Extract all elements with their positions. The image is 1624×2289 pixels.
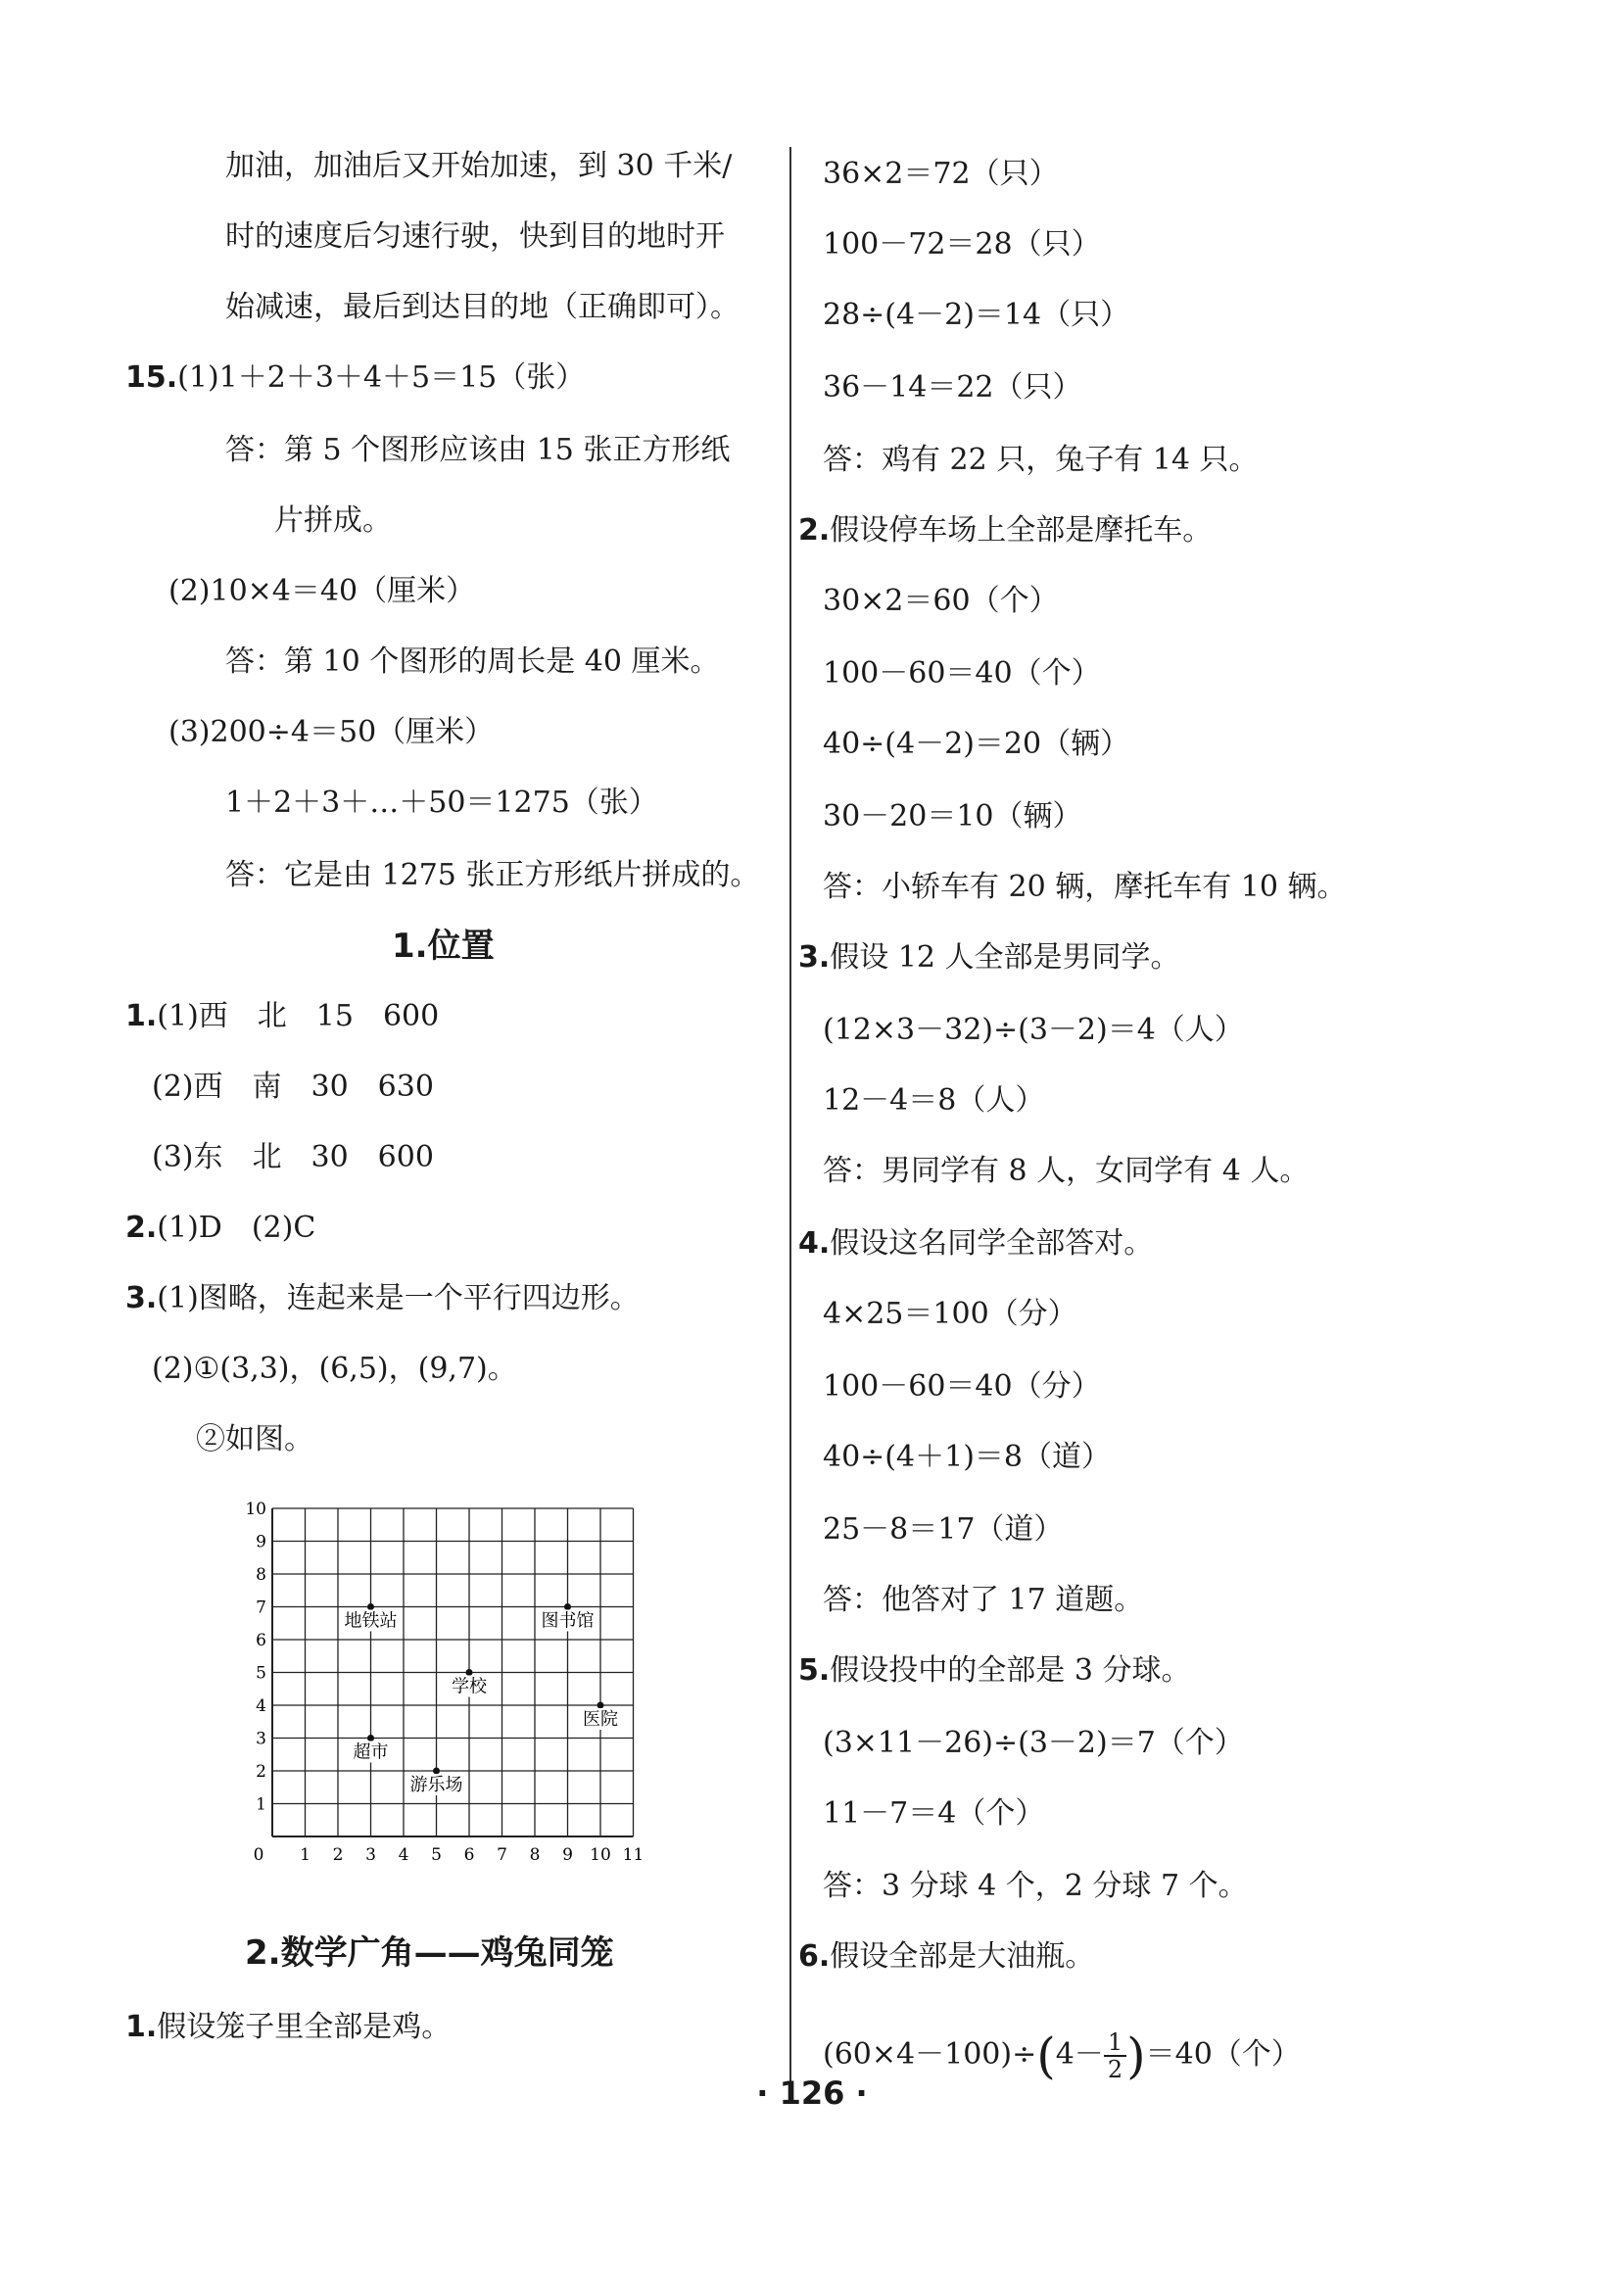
r-line-6: 30×2＝60（个） [823,584,1059,618]
formula-part-c: ＝40（个） [1145,2037,1301,2072]
q15-part-3b: 1＋2＋3＋…＋50＝1275（张） [225,786,658,820]
x-tick-label: 10 [590,1845,611,1865]
x-tick-label: 2 [332,1845,344,1865]
s1q1-1-text: (1)西 北 15 600 [157,999,440,1033]
r-line-16: 40÷(4＋1)＝8（道） [823,1440,1111,1474]
formula-part-a: (60×4－100)÷ [823,2037,1037,2072]
grid-point [564,1603,571,1610]
x-tick-label: 7 [497,1845,507,1865]
r-question-3 [798,938,1180,978]
left-paren: ( [1036,2027,1056,2084]
q15-1-text: (1)1＋2＋3＋4＋5＝15（张） [177,360,586,395]
grid-point [466,1669,473,1676]
fraction-denominator: 2 [1107,2056,1123,2083]
point-label: 医院 [583,1709,618,1730]
question-number: 3. [125,1281,158,1315]
continued-line-3: 始减速，最后到达目的地（正确即可）。 [225,290,740,324]
x-tick-label: 8 [529,1845,541,1865]
question-number: 1. [125,999,158,1033]
point-label: 超市 [353,1741,389,1763]
r-line-9: 30－20＝10（辆） [823,799,1082,834]
question-number: 3. [798,940,831,975]
r-line-3: 28÷(4－2)＝14（只） [823,298,1130,332]
fraction-numerator: 1 [1104,2029,1126,2057]
q15-answer-3: 答：它是由 1275 张正方形纸片拼成的。 [225,858,760,892]
q15-answer-2: 答：第 10 个图形的周长是 40 厘米。 [225,644,720,679]
question-number: 1. [125,2010,158,2044]
s1q1-part-3: (3)东 北 30 600 [152,1140,434,1174]
continued-line-1: 加油，加油后又开始加速，到 30 千米/ [225,149,733,183]
r-line-5: 答：鸡有 22 只，兔子有 14 只。 [823,443,1259,477]
r-line-8: 40÷(4－2)＝20（辆） [823,727,1130,761]
s1q3-part-2: (2)①(3,3)，(6,5)，(9,7)。 [152,1352,517,1386]
formula-part-b: 4－ [1055,2037,1104,2072]
r-question-2 [798,511,1212,550]
question-number: 2. [125,1211,158,1245]
question-number: 2. [798,513,831,548]
r-line-1: 36×2＝72（只） [823,157,1059,191]
x-tick-label: 4 [398,1845,409,1865]
question-number: 15. [125,360,178,395]
r-line-17: 25－8＝17（道） [823,1512,1064,1547]
point-label: 游乐场 [409,1775,463,1795]
s2q1-text: 假设笼子里全部是鸡。 [157,2010,452,2044]
r-line-10: 答：小轿车有 20 辆，摩托车有 10 辆。 [823,870,1347,904]
q15-part-2: (2)10×4＝40（厘米） [168,574,476,608]
column-divider [789,147,791,2086]
q5-text: 假设投中的全部是 3 分球。 [830,1653,1191,1688]
grid-point [367,1735,374,1741]
question-15-part-1 [125,358,585,398]
y-tick-label: 1 [256,1794,266,1815]
s1q3-1-text: (1)图略，连起来是一个平行四边形。 [157,1281,640,1315]
s1-question-2 [125,1209,315,1248]
grid-point [597,1702,604,1709]
r-line-21: 答：3 分球 4 个，2 分球 7 个。 [823,1869,1248,1903]
grid-point [367,1603,374,1610]
r-line-19: (3×11－26)÷(3－2)＝7（个） [823,1726,1244,1760]
continued-line-2: 时的速度后匀速行驶，快到目的地时开 [225,219,725,254]
right-paren: ) [1126,2027,1146,2084]
r-line-20: 11－7＝4（个） [823,1796,1045,1831]
x-tick-label: 0 [253,1845,264,1865]
q3-text: 假设 12 人全部是男同学。 [830,940,1180,975]
point-label: 图书馆 [541,1610,595,1632]
r-line-18: 答：他答对了 17 道题。 [823,1583,1144,1617]
s2-question-1 [125,2008,451,2047]
point-label: 地铁站 [344,1610,398,1632]
q15-part-3: (3)200÷4＝50（厘米） [168,715,495,749]
y-tick-label: 2 [256,1762,266,1782]
r-line-15: 100－60＝40（分） [823,1369,1101,1404]
y-tick-label: 10 [245,1500,266,1519]
x-tick-label: 3 [365,1845,376,1865]
grid-points [343,1603,621,1795]
section-title-position: 1.位置 [392,927,495,966]
question-number: 6. [798,1939,831,1974]
coordinate-grid [243,1489,654,1865]
r-question-5 [798,1651,1190,1691]
q15-answer-1b: 片拼成。 [274,503,392,538]
s1q3-part-2b: ②如图。 [196,1422,313,1456]
r-line-14: 4×25＝100（分） [823,1297,1077,1331]
q15-answer-1a: 答：第 5 个图形应该由 15 张正方形纸 [225,433,731,467]
page-number: · 126 · [756,2074,868,2112]
r-line-7: 100－60＝40（个） [823,656,1101,691]
q6-text: 假设全部是大油瓶。 [830,1939,1095,1974]
y-tick-label: 6 [256,1631,266,1650]
y-tick-label: 3 [256,1729,266,1749]
s1q1-part-2: (2)西 南 30 630 [152,1070,434,1104]
r-line-2: 100－72＝28（只） [823,227,1101,262]
q4-text: 假设这名同学全部答对。 [830,1226,1154,1261]
x-tick-label: 11 [622,1845,645,1865]
s1-question-1-part-1 [125,997,439,1036]
r-question-4 [798,1224,1153,1264]
y-tick-label: 8 [256,1565,266,1585]
x-tick-label: 6 [463,1845,475,1865]
s1-question-3 [125,1279,640,1318]
r-line-4: 36－14＝22（只） [823,370,1082,405]
x-tick-label: 5 [431,1845,442,1865]
y-tick-label: 9 [256,1532,266,1552]
r-line-12: 12－4＝8（人） [823,1083,1045,1118]
point-label: 学校 [452,1676,487,1697]
y-axis-ticks [245,1500,266,1815]
y-tick-label: 7 [256,1598,266,1618]
y-tick-label: 4 [256,1696,266,1716]
r-line-11: (12×3－32)÷(3－2)＝4（人） [823,1013,1244,1047]
r-line-13: 答：男同学有 8 人，女同学有 4 人。 [823,1154,1310,1188]
question-number: 4. [798,1226,831,1261]
question-number: 5. [798,1653,831,1688]
y-tick-label: 5 [256,1663,266,1684]
q2-text: 假设停车场上全部是摩托车。 [830,513,1213,548]
grid-point [433,1768,440,1775]
x-axis-ticks [254,1845,645,1865]
x-tick-label: 9 [562,1845,573,1865]
r-question-6 [798,1937,1094,1977]
x-tick-label: 1 [300,1845,310,1865]
s1q2-text: (1)D (2)C [157,1211,316,1245]
section-title-chicken-rabbit: 2.数学广角——鸡兔同笼 [245,1933,614,1973]
